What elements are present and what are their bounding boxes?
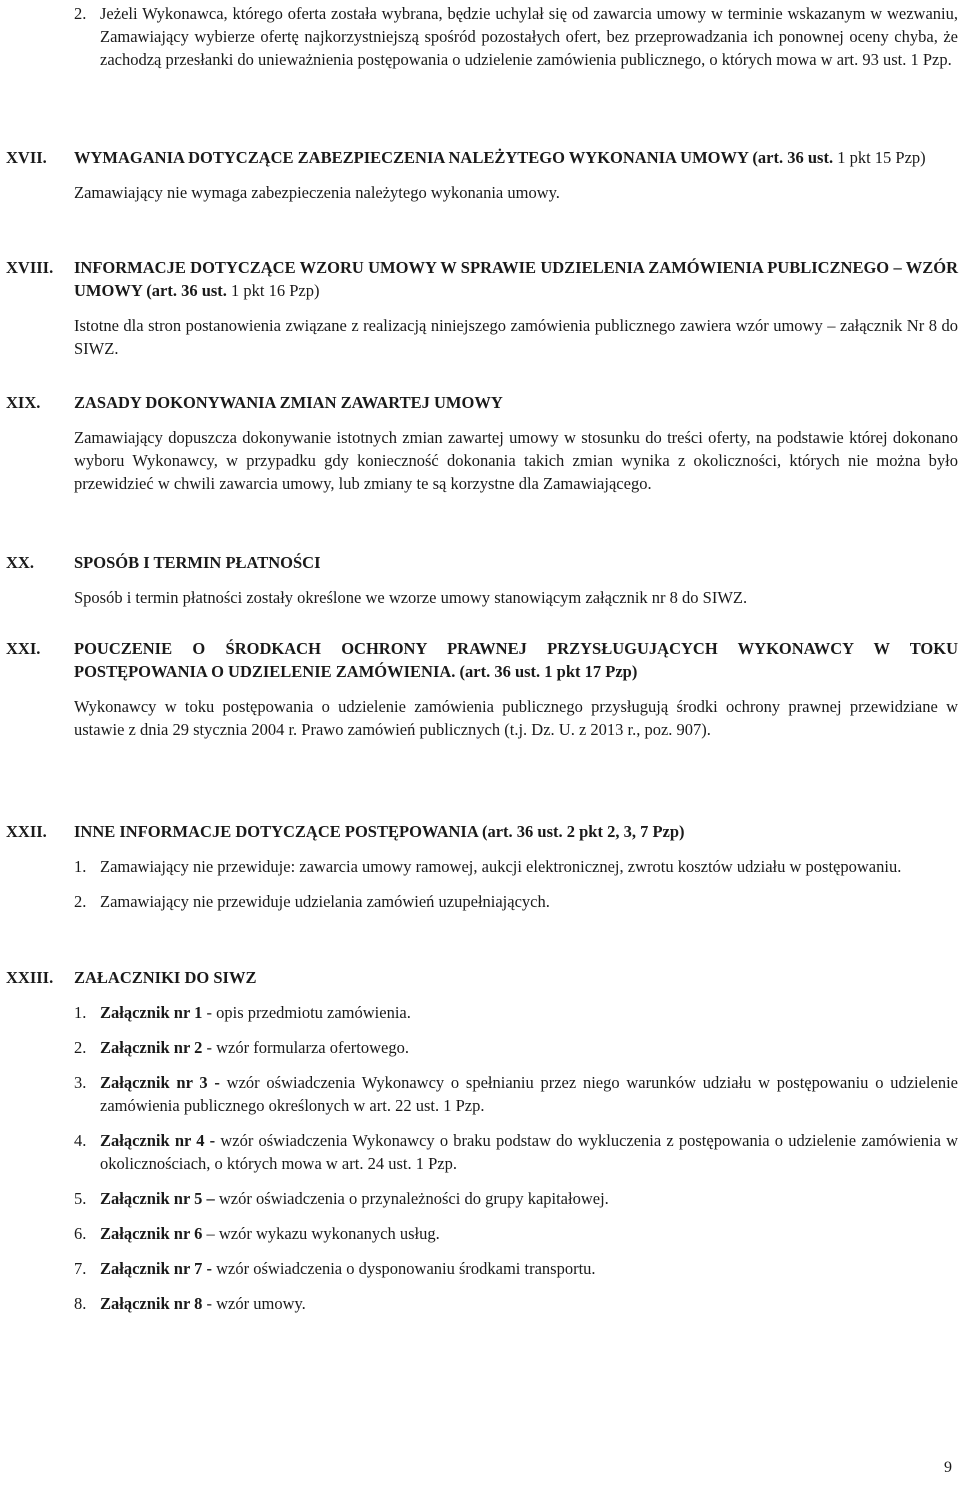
info-list (74, 855, 958, 913)
list-item: 1. Zamawiający nie przewiduje: zawarcia umowy ramowej, aukcji elektronicznej, zwrotu kosztów udziału w postępowaniu. (74, 857, 902, 876)
list-item: 1. Załącznik nr 1 - opis przedmiotu zamówienia. (74, 1003, 411, 1022)
attachment-label: Załącznik nr 8 (100, 1294, 203, 1313)
heading-bold: INFORMACJE DOTYCZĄCE WZORU UMOWY W SPRAWIE UDZIELENIA ZAMÓWIENIA PUBLICZNEGO – WZÓR UMOWY (art. 36 ust. (74, 258, 958, 300)
section-body: Sposób i termin płatności zostały określone we wzorze umowy stanowiącym załącznik nr 8 do SIWZ. (74, 588, 748, 607)
section-xix (0, 391, 960, 495)
section-heading: SPOSÓB I TERMIN PŁATNOŚCI (74, 553, 321, 572)
heading-rest: 1 pkt 16 Pzp) (226, 281, 320, 300)
section-heading: INNE INFORMACJE DOTYCZĄCE POSTĘPOWANIA (art. 36 ust. 2 pkt 2, 3, 7 Pzp) (74, 822, 685, 841)
section-body: Istotne dla stron postanowienia związane z realizacją niniejszego zamówienia publicznego zawiera wzór umowy – załącznik Nr 8 do SIWZ. (74, 316, 958, 358)
attachment-label: Załącznik nr 6 (100, 1224, 203, 1243)
section-numeral: XXII. (6, 822, 47, 841)
section-xxiii (0, 966, 960, 1327)
attachment-label: Załącznik nr 3 - (100, 1073, 220, 1092)
section-heading: POUCZENIE O ŚRODKACH OCHRONY PRAWNEJ PRZYSŁUGUJĄCYCH WYKONAWCY W TOKU POSTĘPOWANIA O UDZIELENIE ZAMÓWIENIA. (art. 36 ust. 1 pkt 17 Pzp) (74, 639, 958, 681)
attachments-list (74, 1001, 958, 1315)
section-heading (74, 256, 958, 302)
section-numeral: XVIII. (6, 258, 54, 277)
list-item: 5. Załącznik nr 5 – wzór oświadczenia o przynależności do grupy kapitałowej. (74, 1189, 609, 1208)
list-item: 4. Załącznik nr 4 - wzór oświadczenia Wykonawcy o braku podstaw do wykluczenia z postępowania o udzielenie zamówienia w okolicznościach, o których mowa w art. 24 ust. 1 Pzp. (74, 1131, 958, 1173)
section-xviii (0, 256, 960, 360)
list-item: 3. Załącznik nr 3 - wzór oświadczenia Wykonawcy o spełnianiu przez niego warunków udziału w postępowaniu o udzielenie zamówienia publicznego określonych w art. 22 ust. 1 Pzp. (74, 1073, 958, 1115)
section-heading: ZASADY DOKONYWANIA ZMIAN ZAWARTEJ UMOWY (74, 393, 503, 412)
section-numeral: XIX. (6, 393, 41, 412)
intro-text: Jeżeli Wykonawca, którego oferta została wybrana, będzie uchylał się od zawarcia umowy w terminie wskazanym w wezwaniu, Zamawiający wybierze ofertę najkorzystniejszą spośród pozostałych ofert, bez przeprowadzania ich ponownej oceny chyba, że zachodzą przesłanki do unieważnienia postępowania o udzielenie zamówienia publicznego, o których mowa w art. 93 ust. 1 Pzp. (100, 4, 958, 69)
intro-paragraph (74, 2, 958, 71)
list-item: 7. Załącznik nr 7 - wzór oświadczenia o dysponowaniu środkami transportu. (74, 1259, 596, 1278)
attachment-label: Załącznik nr 2 (100, 1038, 203, 1057)
section-xvii (0, 146, 960, 204)
attachment-label: Załącznik nr 7 - (100, 1259, 212, 1278)
section-numeral: XXIII. (6, 968, 54, 987)
section-numeral: XXI. (6, 639, 41, 658)
section-numeral: XX. (6, 553, 34, 572)
page-number: 9 (944, 1459, 952, 1476)
section-xxi (0, 637, 960, 741)
section-xx (0, 551, 960, 609)
list-item: 6. Załącznik nr 6 – wzór wykazu wykonanych usług. (74, 1224, 440, 1243)
section-body: Wykonawcy w toku postępowania o udzielenie zamówienia publicznego przysługują środki ochrony prawnej przewidziane w ustawie z dnia 29 stycznia 2004 r. Prawo zamówień publicznych (t.j. Dz. U. z 2013 r., poz. 907). (74, 697, 958, 739)
list-item: 2. Zamawiający nie przewiduje udzielania zamówień uzupełniających. (74, 892, 550, 911)
list-item: 2. Załącznik nr 2 - wzór formularza ofertowego. (74, 1038, 410, 1057)
section-xxii (0, 820, 960, 925)
heading-bold: WYMAGANIA DOTYCZĄCE ZABEZPIECZENIA NALEŻYTEGO WYKONANIA UMOWY (art. 36 ust. (74, 148, 834, 167)
section-body: Zamawiający nie wymaga zabezpieczenia należytego wykonania umowy. (74, 183, 560, 202)
section-heading: ZAŁACZNIKI DO SIWZ (74, 968, 257, 987)
attachment-label: Załącznik nr 1 (100, 1003, 203, 1022)
section-numeral: XVII. (6, 148, 47, 167)
intro-number: 2. (74, 4, 87, 23)
section-body: Zamawiający dopuszcza dokonywanie istotnych zmian zawartej umowy w stosunku do treści oferty, na podstawie której dokonano wyboru Wykonawcy, w przypadku gdy konieczność dokonania takich zmian wynika z okoliczności, których nie można było przewidzieć w chwili zawarcia umowy, lub zmiany te są korzystne dla Zamawiającego. (74, 428, 958, 493)
heading-rest: 1 pkt 15 Pzp) (833, 148, 926, 167)
attachment-label: Załącznik nr 4 - (100, 1131, 216, 1150)
attachment-label: Załącznik nr 5 – (100, 1189, 215, 1208)
section-heading (74, 146, 958, 169)
list-item: 8. Załącznik nr 8 - wzór umowy. (74, 1294, 306, 1313)
